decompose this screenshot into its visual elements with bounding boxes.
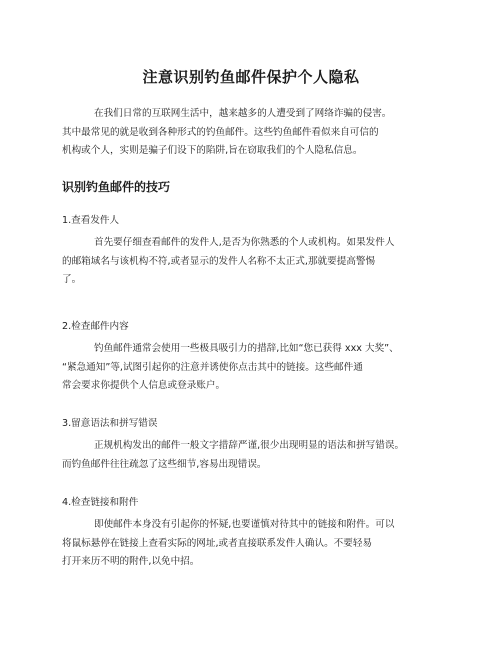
intro-line: 机构或个人，实则是骗子们设下的陷阱,旨在窃取我们的个人隐私信息。: [62, 145, 363, 156]
tip-line: 而钓鱼邮件往往疏忽了这些细节,容易出现错误。: [62, 458, 267, 470]
tip-line: 将鼠标悬停在链接上查看实际的网址,或者直接联系发件人确认。不要轻易: [62, 537, 373, 549]
tip-line: 打开来历不明的附件,以免中招。: [62, 556, 200, 567]
tip-heading: 2.检查邮件内容: [62, 321, 129, 332]
tip-heading: 3.留意语法和拼写错误: [62, 418, 158, 429]
tip-heading: 4.检查链接和附件: [62, 497, 139, 508]
tip-paragraph: [62, 437, 442, 474]
tip-heading: 1.查看发件人: [62, 215, 120, 226]
tip-line: 常会要求你提供个人信息或登录账户。: [62, 380, 226, 391]
tip-line: 即使邮件本身没有引起你的怀疑,也要谨慎对待其中的链接和附件。可以: [94, 519, 395, 530]
tip-paragraph: [62, 516, 442, 572]
tip-line: 钓鱼邮件通常会使用一些极具吸引力的措辞,比如“您已获得 xxx 大奖”、: [94, 343, 399, 354]
intro-line: 其中最常见的就是收到各种形式的钓鱼邮件。这些钓鱼邮件看似来自可信的: [62, 126, 379, 138]
tip-paragraph: [62, 340, 442, 396]
tip-paragraph: [62, 234, 442, 290]
tip-line: “紧急通知”等,试图引起你的注意并诱使你点击其中的链接。这些邮件通: [62, 361, 363, 373]
tip-line: 正规机构发出的邮件一般文字措辞严谨,很少出现明显的语法和拼写错误。: [94, 440, 405, 451]
intro-paragraph: [62, 105, 442, 161]
tip-line: 首先要仔细查看邮件的发件人,是否为你熟悉的个人或机构。如果发件人: [94, 237, 395, 248]
document-title: 注意识别钓鱼邮件保护个人隐私: [142, 68, 360, 86]
intro-line: 在我们日常的互联网生活中，越来越多的人遭受到了网络诈骗的侵害。: [94, 108, 392, 119]
tip-line: 的邮箱域名与该机构不符,或者显示的发件人名称不太正式,那就要提高警惕: [62, 255, 376, 267]
tip-line: 了。: [62, 274, 82, 285]
section-heading: 识别钓鱼邮件的技巧: [62, 180, 171, 194]
